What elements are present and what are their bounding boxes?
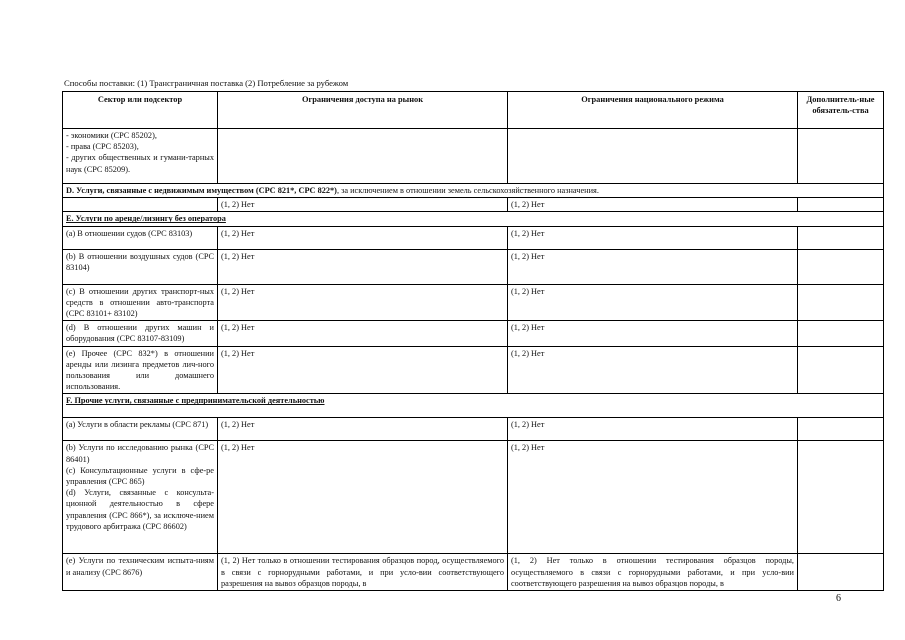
- market-cell: (1, 2) Нет: [218, 226, 508, 249]
- sector-cell: (a) В отношении судов (CPC 83103): [63, 226, 218, 249]
- table-row: [63, 198, 884, 212]
- market-cell: (1, 2) Нет только в отношении тестирования образцов пород, осуществляемого в связи с горнорудными работами, и при усло-вии соответствующего разрешения на вывоз образцов породы, в: [218, 554, 508, 591]
- section-d-title-bold: D. Услуги, связанные с недвижимым имуществом (CPC 821*, CPC 822*): [66, 186, 337, 195]
- header-sector: Сектор или подсектор: [63, 92, 218, 129]
- market-cell: (1, 2) Нет: [218, 198, 508, 212]
- additional-cell: [798, 346, 884, 394]
- market-cell: [218, 129, 508, 184]
- table-row: [63, 284, 884, 321]
- table-row: [63, 226, 884, 249]
- additional-cell: [798, 226, 884, 249]
- section-e-row: [63, 212, 884, 226]
- sector-cell: (d) В отношении других машин и оборудования (CPC 83107-83109): [63, 321, 218, 346]
- sector-cell: [63, 198, 218, 212]
- national-cell: (1, 2) Нет: [508, 441, 798, 554]
- market-cell: (1, 2) Нет: [218, 418, 508, 441]
- national-cell: (1, 2) Нет только в отношении тестирования образцов породы, осуществляемого в связи с горнорудными работами, и при усло-вии соответствующего разрешения на вывоз образцов породы, в: [508, 554, 798, 591]
- table-row: [63, 129, 884, 184]
- additional-cell: [798, 284, 884, 321]
- sector-cell: (e) Прочее (CPC 832*) в отношении аренды или лизинга предметов лич-ного пользования или домашнего использования.: [63, 346, 218, 394]
- market-cell: (1, 2) Нет: [218, 346, 508, 394]
- table-row: [63, 418, 884, 441]
- sector-cell: (b) В отношении воздушных судов (CPC 83104): [63, 249, 218, 284]
- sector-cell: (c) В отношении других транспорт-ных средств в отношении авто-транспорта (CPC 83101+ 83102): [63, 284, 218, 321]
- sector-cell: - экономики (CPC 85202), - права (CPC 85203), - других общественных и гумани-тарных наук (CPC 85209).: [63, 129, 218, 184]
- national-cell: (1, 2) Нет: [508, 321, 798, 346]
- table-row: [63, 321, 884, 346]
- additional-cell: [798, 418, 884, 441]
- section-d-title-rest: , за исключением в отношении земель сельскохозяйственного назначения.: [336, 186, 599, 195]
- additional-cell: [798, 321, 884, 346]
- national-cell: (1, 2) Нет: [508, 418, 798, 441]
- market-cell: (1, 2) Нет: [218, 249, 508, 284]
- table-header-row: [63, 92, 884, 129]
- section-f-title: F. Прочие услуги, связанные с предпринимательской деятельностью: [63, 394, 884, 418]
- market-cell: (1, 2) Нет: [218, 284, 508, 321]
- table-row: [63, 441, 884, 554]
- header-additional-commitments: Дополнитель-ные обязатель-ства: [798, 92, 884, 129]
- national-cell: [508, 129, 798, 184]
- additional-cell: [798, 249, 884, 284]
- additional-cell: [798, 129, 884, 184]
- sector-cell: (a) Услуги в области рекламы (CPC 871): [63, 418, 218, 441]
- national-cell: (1, 2) Нет: [508, 346, 798, 394]
- sector-cell: (b) Услуги по исследованию рынка (CPC 86401) (c) Консультационные услуги в сфе-ре управления (CPC 865) (d) Услуги, связанные с консульта-ционной деятельностью в сфере управления (CPC 866*), за исключе-нием трудового арбитража (CPC 86602): [63, 441, 218, 554]
- table-row: [63, 554, 884, 591]
- commitments-table: [62, 91, 884, 591]
- market-cell: (1, 2) Нет: [218, 321, 508, 346]
- section-f-row: [63, 394, 884, 418]
- market-cell: (1, 2) Нет: [218, 441, 508, 554]
- table-row: [63, 346, 884, 394]
- additional-cell: [798, 441, 884, 554]
- page-number: 6: [836, 593, 841, 604]
- additional-cell: [798, 198, 884, 212]
- additional-cell: [798, 554, 884, 591]
- national-cell: (1, 2) Нет: [508, 226, 798, 249]
- table-row: [63, 249, 884, 284]
- header-market-access: Ограничения доступа на рынок: [218, 92, 508, 129]
- delivery-modes-caption: Способы поставки: (1) Трансграничная поставка (2) Потребление за рубежом: [64, 78, 349, 88]
- header-national-treatment: Ограничения национального режима: [508, 92, 798, 129]
- section-d-row: [63, 184, 884, 198]
- national-cell: (1, 2) Нет: [508, 198, 798, 212]
- section-e-title: E. Услуги по аренде/лизингу без оператора: [63, 212, 884, 226]
- sector-cell: (e) Услуги по техническим испыта-ниям и анализу (CPC 8676): [63, 554, 218, 591]
- national-cell: (1, 2) Нет: [508, 249, 798, 284]
- section-d-title: [63, 184, 884, 198]
- national-cell: (1, 2) Нет: [508, 284, 798, 321]
